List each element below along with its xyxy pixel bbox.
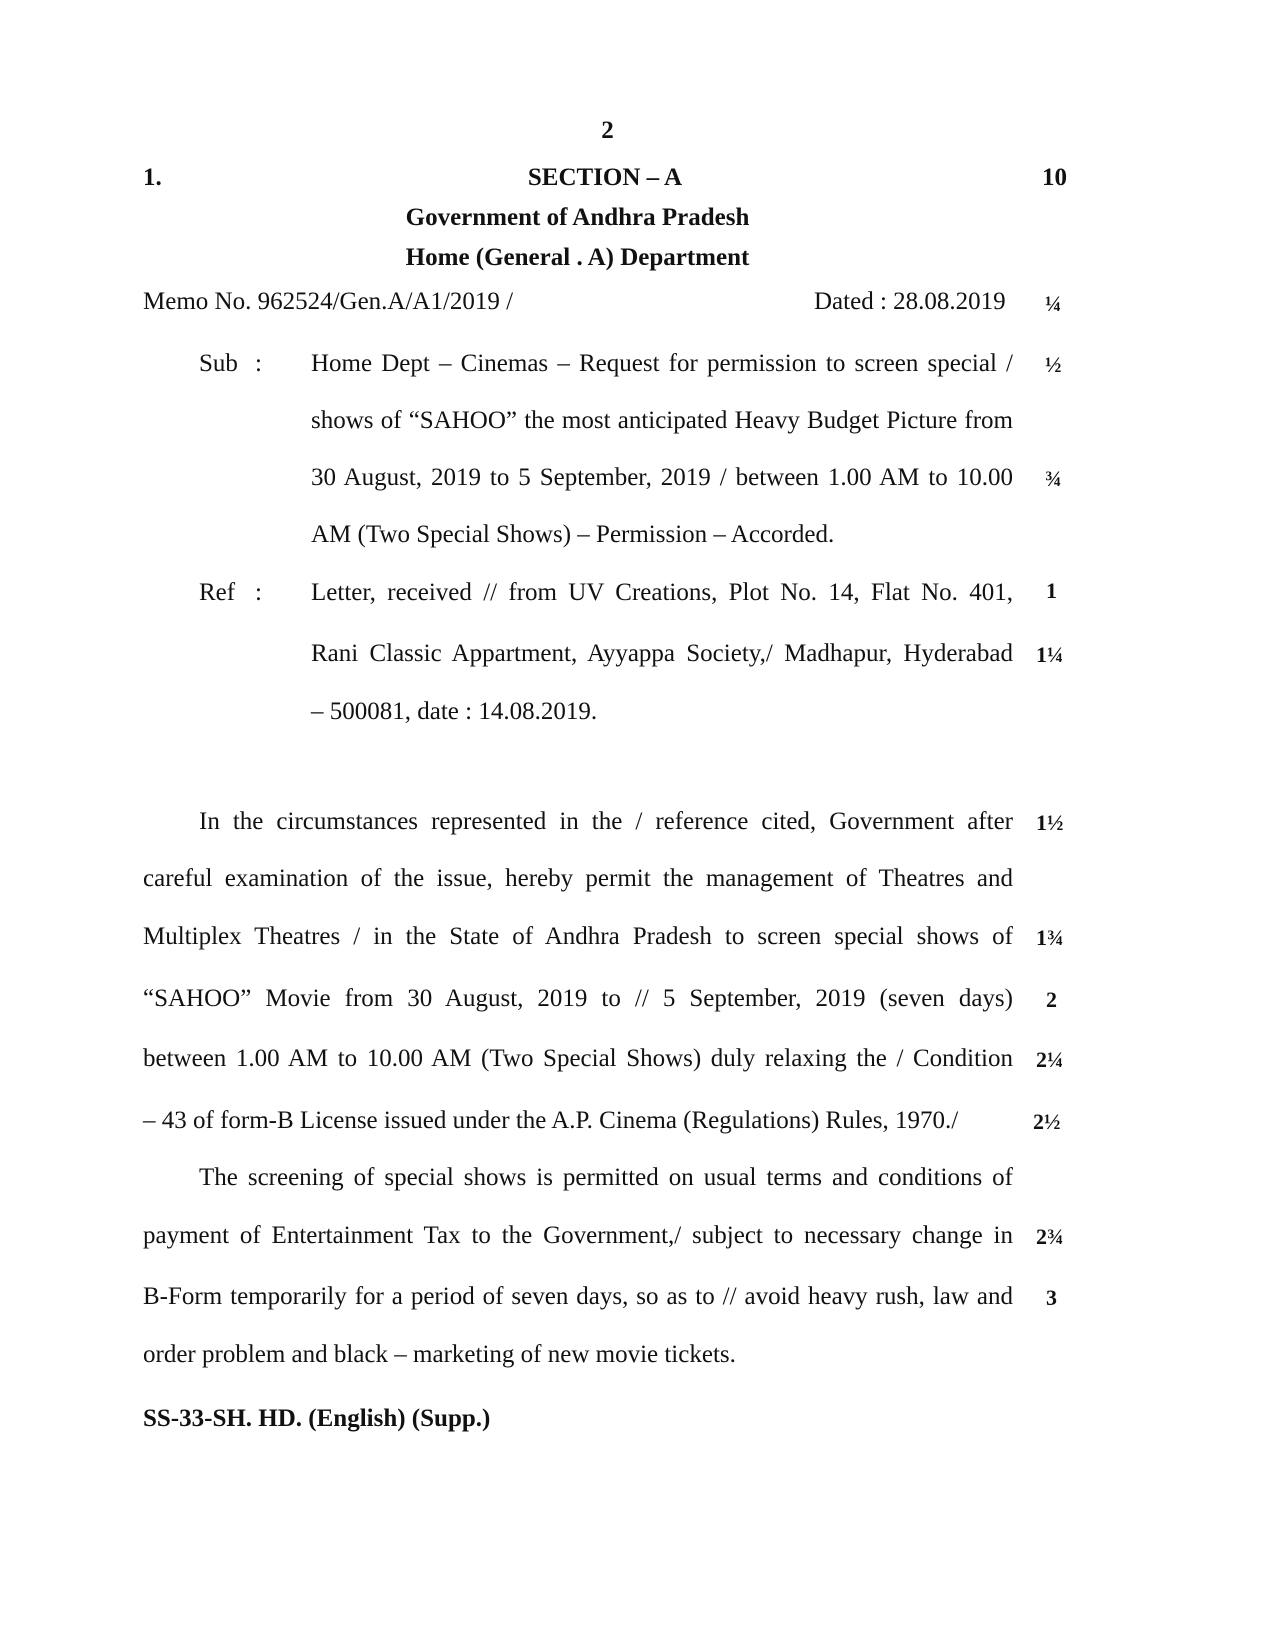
reference-line: – 500081, date : 14.08.2019. — [311, 698, 598, 725]
margin-mark: ¼ — [1045, 291, 1062, 316]
paragraph-line: Multiplex Theatres / in the State of Andhra Pradesh to screen special shows of — [143, 923, 1013, 950]
paragraph-line: “SAHOO” Movie from 30 August, 2019 to // 5 September, 2019 (seven days) — [143, 985, 1013, 1012]
subject-label: Sub — [199, 350, 238, 377]
memo-date: Dated : 28.08.2019 — [814, 288, 1006, 315]
paragraph-line: In the circumstances represented in the / reference cited, Government after — [199, 808, 1013, 835]
margin-mark: 2½ — [1033, 1109, 1061, 1134]
margin-mark: ¾ — [1045, 466, 1062, 491]
footer-code: SS-33-SH. HD. (English) (Supp.) — [143, 1405, 491, 1432]
paragraph-line: B-Form temporarily for a period of seven days, so as to // avoid heavy rush, law and — [143, 1283, 1013, 1310]
margin-mark: 1¼ — [1036, 642, 1064, 667]
dept-title: Home (General . A) Department — [405, 244, 750, 271]
margin-mark: 2 — [1046, 987, 1057, 1012]
reference-label: Ref — [199, 579, 236, 606]
section-title: SECTION – A — [527, 164, 683, 191]
paragraph-line: between 1.00 AM to 10.00 AM (Two Special Shows) duly relaxing the / Condition — [143, 1045, 1013, 1072]
margin-mark: 3 — [1046, 1285, 1057, 1310]
margin-mark: 1 — [1046, 578, 1057, 603]
marks: 10 — [1042, 164, 1067, 191]
paragraph-line: careful examination of the issue, hereby permit the management of Theatres and — [143, 865, 1013, 892]
margin-mark: 2¼ — [1036, 1047, 1064, 1072]
question-number: 1. — [143, 164, 162, 191]
margin-mark: ½ — [1045, 352, 1062, 377]
margin-mark: 2¾ — [1036, 1224, 1064, 1249]
page-number: 2 — [601, 117, 614, 144]
subject-colon: : — [255, 350, 262, 377]
paragraph-line: The screening of special shows is permitted on usual terms and conditions of — [199, 1164, 1013, 1191]
subject-line: Home Dept – Cinemas – Request for permission to screen special / — [311, 350, 1013, 377]
paragraph-line: – 43 of form-B License issued under the A.P. Cinema (Regulations) Rules, 1970./ — [143, 1107, 959, 1134]
margin-mark: 1¾ — [1036, 925, 1064, 950]
subject-line: shows of “SAHOO” the most anticipated Heavy Budget Picture from — [311, 407, 1013, 434]
reference-line: Rani Classic Appartment, Ayyappa Society,/ Madhapur, Hyderabad — [311, 640, 1013, 667]
memo-number: Memo No. 962524/Gen.A/A1/2019 / — [143, 288, 514, 315]
paragraph-line: payment of Entertainment Tax to the Government,/ subject to necessary change in — [143, 1222, 1013, 1249]
subject-line: 30 August, 2019 to 5 September, 2019 / between 1.00 AM to 10.00 — [311, 464, 1013, 491]
reference-colon: : — [255, 579, 262, 606]
govt-title: Government of Andhra Pradesh — [405, 204, 750, 231]
subject-line: AM (Two Special Shows) – Permission – Accorded. — [311, 521, 835, 548]
paragraph-line: order problem and black – marketing of new movie tickets. — [143, 1341, 736, 1368]
reference-line: Letter, received // from UV Creations, Plot No. 14, Flat No. 401, — [311, 579, 1013, 606]
margin-mark: 1½ — [1036, 810, 1064, 835]
